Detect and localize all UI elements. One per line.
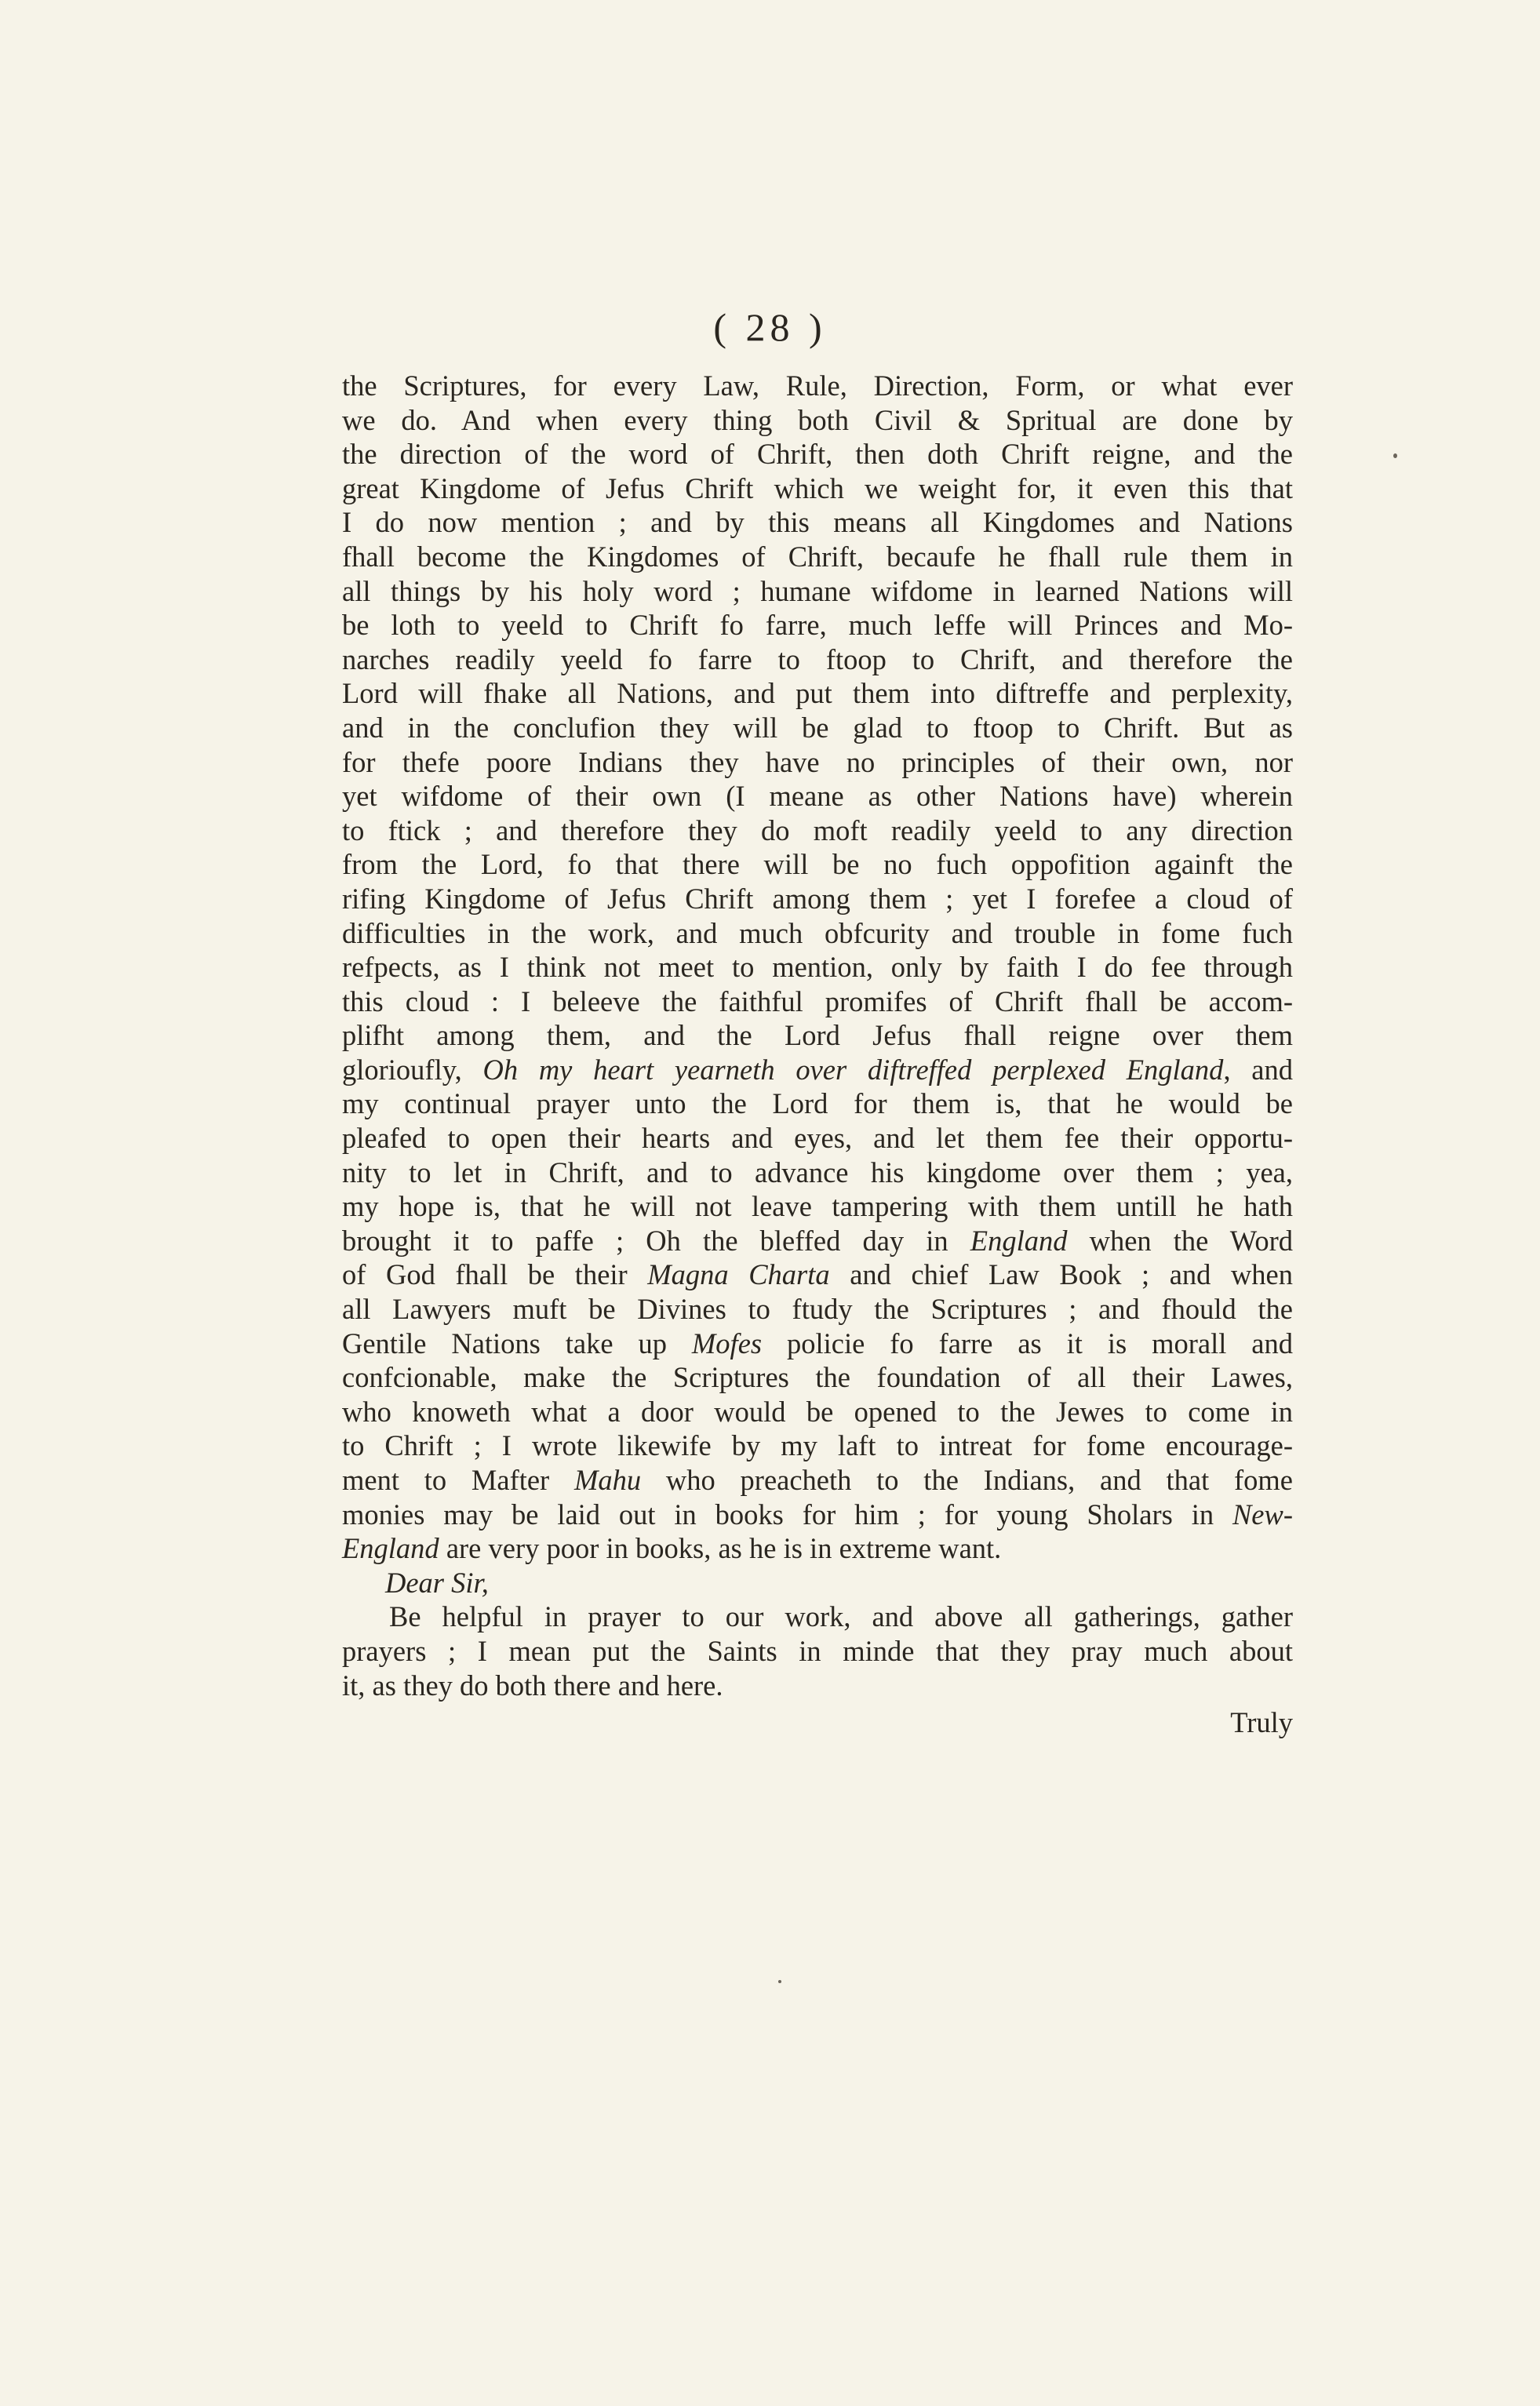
- text-line: nity to let in Chrift, and to advance his kingdome over them ; yea,: [342, 1156, 1293, 1188]
- italic-run: New-: [1232, 1498, 1293, 1531]
- text-line: the direction of the word of Chrift, then doth Chrift reigne, and the: [342, 438, 1293, 471]
- text-line: I do now mention ; and by this means all Kingdomes and Nations: [342, 506, 1293, 539]
- text-line: to Chrift ; I wrote likewife by my laft to intreat for fome encourage-: [342, 1429, 1293, 1462]
- text-line: pleafed to open their hearts and eyes, and let them fee their opportu-: [342, 1122, 1293, 1155]
- italic-run: Mofes: [691, 1327, 763, 1360]
- letter-body: [342, 369, 1293, 1740]
- text-line: prayers ; I mean put the Saints in minde that they pray much about: [342, 1634, 1293, 1667]
- text-line: for thefe poore Indians they have no principles of their own, nor: [342, 745, 1293, 778]
- text-line-mixed: [342, 1224, 1293, 1258]
- text-run: policie fo farre as it is morall and: [762, 1327, 1293, 1360]
- text-line: great Kingdome of Jefus Chrift which we weight for, it even this that: [342, 471, 1293, 504]
- text-line: all things by his holy word ; humane wifdome in learned Nations will: [342, 574, 1293, 607]
- italic-run: Magna Charta: [647, 1258, 830, 1291]
- text-line: refpects, as I think not meet to mention, only by faith I do fee through: [342, 951, 1293, 984]
- catchword: Truly: [1230, 1706, 1293, 1739]
- italic-run: Mahu: [573, 1464, 642, 1496]
- text-line: it, as they do both there and here.: [342, 1669, 723, 1702]
- text-line: yet wifdome of their own (I meane as other Nations have) wherein: [342, 780, 1293, 813]
- text-run: monies may be laid out in books for him ; for young Sholars in: [342, 1498, 1232, 1531]
- text-line: and in the conclufion they will be glad to ftoop to Chrift. But as: [342, 711, 1293, 744]
- text-line: difficulties in the work, and much obfcurity and trouble in fome fuch: [342, 916, 1293, 949]
- italic-run: England: [970, 1224, 1068, 1257]
- text-line: the Scriptures, for every Law, Rule, Direction, Form, or what ever: [342, 369, 1293, 402]
- text-run: glorioufly,: [342, 1053, 462, 1086]
- text-line: my continual prayer unto the Lord for them is, that he would be: [342, 1087, 1293, 1120]
- italic-run: England: [342, 1532, 439, 1565]
- text-line: my hope is, that he will not leave tampering with them untill he hath: [342, 1190, 1293, 1223]
- text-line: Be helpful in prayer to our work, and above all gatherings, gather: [389, 1600, 1293, 1633]
- text-line: plifht among them, and the Lord Jefus fhall reigne over them: [342, 1019, 1293, 1052]
- text-line: this cloud : I beleeve the faithful promifes of Chrift fhall be accom-: [342, 985, 1293, 1017]
- text-run: and chief Law Book ; and when: [829, 1258, 1293, 1291]
- text-line-mixed: [342, 1463, 1293, 1498]
- text-line: narches readily yeeld fo farre to ftoop to Chrift, and therefore the: [342, 642, 1293, 675]
- text-run: of God fhall be their: [342, 1258, 648, 1291]
- text-run: ment to Mafter: [342, 1464, 574, 1496]
- text-line: we do. And when every thing both Civil & Spritual are done by: [342, 403, 1293, 436]
- text-run: brought it to paffe ; Oh the bleffed day in: [342, 1224, 970, 1257]
- text-line-mixed: [342, 1053, 1293, 1087]
- text-line: be loth to yeeld to Chrift fo farre, much leffe will Princes and Mo-: [342, 609, 1293, 642]
- text-line: rifing Kingdome of Jefus Chrift among them ; yet I forefee a cloud of: [342, 882, 1293, 915]
- text-run: Gentile Nations take up: [342, 1327, 692, 1360]
- text-line: Lord will fhake all Nations, and put them into diftreffe and perplexity,: [342, 677, 1293, 710]
- text-line: who knoweth what a door would be opened to the Jewes to come in: [342, 1395, 1293, 1428]
- text-run: when the Word: [1067, 1224, 1293, 1257]
- text-line: all Lawyers muft be Divines to ftudy the Scriptures ; and fhould the: [342, 1293, 1293, 1326]
- text-line-mixed: [342, 1327, 1293, 1361]
- text-line: from the Lord, fo that there will be no fuch oppofition againft the: [342, 848, 1293, 881]
- paper-speck: [778, 1980, 781, 1983]
- text-line-mixed: [342, 1531, 1293, 1566]
- text-run: , and: [1223, 1053, 1293, 1086]
- salutation: Dear Sir,: [385, 1566, 489, 1599]
- text-line-mixed: [342, 1498, 1293, 1532]
- text-line: confcionable, make the Scriptures the foundation of all their Lawes,: [342, 1361, 1293, 1394]
- text-line-mixed: [342, 1258, 1293, 1292]
- text-run: are very poor in books, as he is in extreme want.: [439, 1532, 1002, 1565]
- text-line: to ftick ; and therefore they do moft readily yeeld to any direction: [342, 814, 1293, 846]
- paper-speck: [1393, 453, 1397, 458]
- page-number: ( 28 ): [713, 305, 827, 349]
- text-line: fhall become the Kingdomes of Chrift, becaufe he fhall rule them in: [342, 540, 1293, 573]
- italic-run: Oh my heart yearneth over diftreffed perplexed England: [482, 1053, 1224, 1086]
- text-run: who preacheth to the Indians, and that fome: [641, 1464, 1293, 1496]
